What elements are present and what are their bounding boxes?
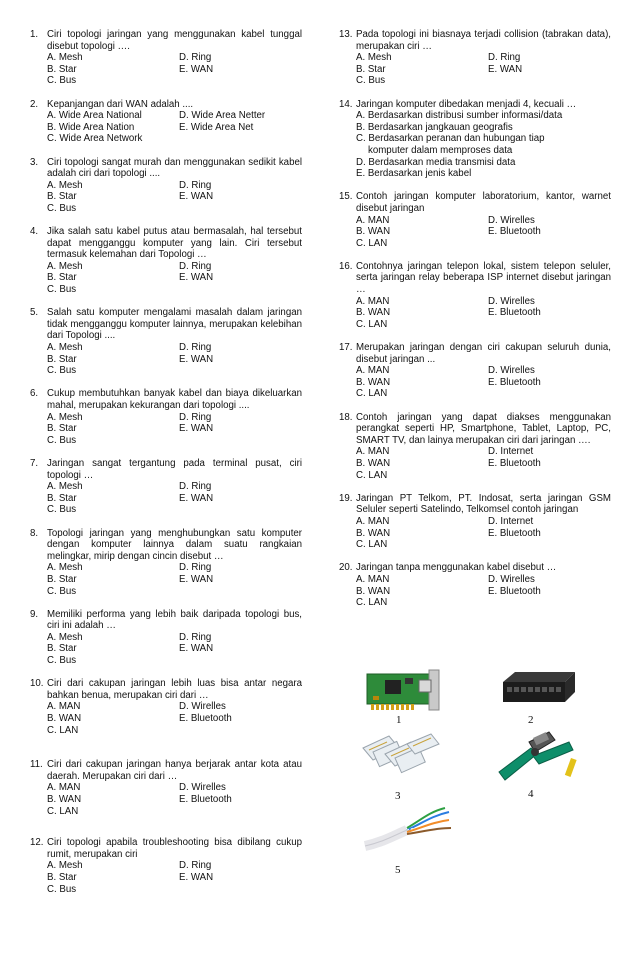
question-text: Memiliki performa yang lebih baik daripada topologi bus, ciri ini adalah …	[47, 608, 302, 632]
question-text: Ciri dari cakupan jaringan hanya berjarak antar kota atau daerah. Merupakan ciri dari …	[47, 759, 302, 782]
answer-option: C. Bus	[47, 883, 77, 895]
question-number: 11.	[30, 759, 43, 771]
answer-option: E. Bluetooth	[488, 226, 541, 238]
question-item	[339, 261, 611, 331]
answer-option: E. Bluetooth	[179, 713, 232, 725]
answer-option: A. Wide Area National	[47, 110, 142, 122]
answer-option: B. WAN	[356, 585, 391, 597]
question-text: Salah satu komputer mengalami masalah dalam jaringan tidak mengganggu komputer lainnya, merupakan kelebihan dari Topologi ....	[47, 307, 302, 342]
answer-option: E. WAN	[179, 191, 214, 203]
answer-option: B. Star	[47, 492, 77, 504]
answer-option: A. Mesh	[356, 52, 392, 64]
answer-option: A. MAN	[47, 701, 81, 713]
answer-option: D. Internet	[488, 515, 534, 527]
question-text: Ciri topologi jaringan yang menggunakan kabel tunggal disebut topologi ….	[47, 29, 302, 52]
question-item	[339, 412, 611, 482]
answer-option: C. LAN	[47, 724, 79, 736]
answer-option: D. Ring	[179, 631, 212, 643]
answer-option: E. Wide Area Net	[179, 121, 254, 133]
question-text: Jika salah satu kabel putus atau bermasalah, hal tersebut dapat mengganggu komputer yang lain. Ciri tersebut termasuk kelemahan dari Topologi …	[47, 226, 302, 261]
switch-hub-icon	[499, 670, 579, 706]
answer-option: D. Ring	[179, 860, 212, 872]
question-text: Contoh jaringan yang dapat diakses menggunakan perangkat seperti HP, Smartphone, Tablet, Laptop, PC, SMART TV, dan lainya merupakan ciri dari jaringan ….	[356, 411, 611, 446]
answer-option: D. Wirelles	[179, 701, 226, 713]
answer-option: D. Wirelles	[179, 782, 226, 794]
left-column	[30, 29, 302, 907]
question-number: 15.	[339, 191, 353, 203]
answer-option: C. LAN	[47, 805, 79, 817]
question-number: 4.	[30, 226, 39, 238]
question-item	[339, 562, 611, 608]
answer-option: B. Star	[47, 573, 77, 585]
answer-option: D. Wirelles	[488, 295, 535, 307]
answer-option: B. Star	[47, 63, 77, 75]
question-text: Jaringan sangat tergantung pada terminal pusat, ciri topologi …	[47, 457, 302, 481]
answer-option: C. Bus	[47, 75, 77, 87]
figure-label-1: 1	[396, 714, 402, 726]
answer-option: A. MAN	[356, 295, 390, 307]
question-text: Ciri dari cakupan jaringan lebih luas bisa antar negara bahkan benua, merupakan ciri dari …	[47, 678, 302, 701]
answer-option: E. Bluetooth	[488, 307, 541, 319]
answer-option: B. Star	[47, 871, 77, 883]
question-item	[30, 678, 302, 736]
answer-option: B. WAN	[356, 527, 391, 539]
question-text: Ciri topologi apabila troubleshooting bisa dibilang cukup rumit, merupakan ciri	[47, 837, 302, 860]
question-text: Jaringan komputer dibedakan menjadi 4, kecuali …	[356, 98, 577, 110]
answer-option: E. Berdasarkan jenis kabel	[356, 168, 472, 180]
question-item	[30, 837, 302, 895]
answer-option: C. LAN	[356, 237, 388, 249]
answer-option: D. Ring	[179, 260, 212, 272]
answer-option: E. WAN	[179, 272, 214, 284]
question-item	[339, 191, 611, 249]
question-text: Jaringan tanpa menggunakan kabel disebut …	[356, 562, 557, 574]
answer-option: B. Berdasarkan jangkauan geografis	[356, 121, 513, 133]
utp-cable-icon	[363, 806, 453, 856]
answer-option: C. LAN	[356, 597, 388, 609]
question-number: 19.	[339, 492, 353, 504]
answer-option: A. Mesh	[47, 631, 83, 643]
question-number: 10.	[30, 678, 44, 690]
answer-option: E. Bluetooth	[488, 585, 541, 597]
question-item	[339, 342, 611, 400]
question-number: 20.	[339, 562, 353, 574]
question-item	[30, 99, 302, 145]
answer-option: D. Wirelles	[488, 365, 535, 377]
answer-option: C. Bus	[47, 434, 77, 446]
answer-option: E. WAN	[179, 353, 214, 365]
figure-label-2: 2	[528, 714, 534, 726]
question-number: 7.	[30, 457, 39, 469]
question-number: 3.	[30, 156, 39, 168]
answer-option: B. Star	[356, 63, 386, 75]
answer-option: D. Ring	[179, 481, 212, 493]
answer-option: A. Berdasarkan distribusi sumber informasi/data	[356, 110, 563, 122]
answer-option: A. MAN	[356, 573, 390, 585]
figure-area	[339, 668, 611, 888]
question-item	[30, 388, 302, 446]
answer-option: C. Bus	[47, 655, 77, 667]
network-card-icon	[363, 668, 447, 716]
question-text: Pada topologi ini biasnaya terjadi collision (tabrakan data), merupakan ciri …	[356, 29, 611, 52]
rj45-connector-icon	[361, 730, 441, 778]
answer-option: A. MAN	[356, 365, 390, 377]
figure-label-5: 5	[395, 864, 401, 876]
answer-option: A. MAN	[356, 515, 390, 527]
figure-label-4: 4	[528, 788, 534, 800]
question-item	[30, 609, 302, 667]
answer-option: C. LAN	[356, 539, 388, 551]
answer-option: E. Bluetooth	[488, 457, 541, 469]
answer-option: E. Bluetooth	[488, 376, 541, 388]
answer-option: B. WAN	[356, 226, 391, 238]
answer-option: A. Mesh	[47, 411, 83, 423]
question-text: Kepanjangan dari WAN adalah ....	[47, 98, 194, 110]
question-number: 18.	[339, 411, 353, 423]
answer-option: D. Ring	[179, 342, 212, 354]
question-item	[30, 528, 302, 598]
answer-option: A. MAN	[47, 782, 81, 794]
question-item	[30, 759, 302, 817]
answer-option: A. Mesh	[47, 342, 83, 354]
crimping-tool-icon	[489, 722, 589, 786]
answer-option: D. Ring	[179, 562, 212, 574]
answer-option: E. WAN	[179, 492, 214, 504]
answer-option: C. Bus	[47, 202, 77, 214]
question-item	[30, 458, 302, 516]
answer-option: B. Star	[47, 191, 77, 203]
figure-label-3: 3	[395, 790, 401, 802]
answer-option: E. WAN	[179, 871, 214, 883]
question-number: 8.	[30, 527, 39, 539]
answer-option: D. Ring	[488, 52, 521, 64]
answer-option: E. Bluetooth	[179, 794, 232, 805]
answer-option: A. Mesh	[47, 562, 83, 574]
question-number: 6.	[30, 388, 39, 400]
answer-option: C. Bus	[356, 75, 386, 87]
answer-option: B. WAN	[47, 794, 82, 805]
answer-option: C. LAN	[356, 469, 388, 481]
question-item	[30, 29, 302, 87]
answer-option: D. Berdasarkan media transmisi data	[356, 156, 516, 168]
question-number: 13.	[339, 29, 353, 40]
question-number: 5.	[30, 307, 39, 319]
right-column	[339, 29, 611, 620]
answer-option: E. WAN	[488, 63, 523, 75]
answer-option: komputer dalam memproses data	[368, 144, 513, 156]
question-text: Contohnya jaringan telepon lokal, sistem telepon seluler, serta jaringan relay beberapa ISP internet disebut jaringan …	[356, 260, 611, 296]
answer-option: E. WAN	[179, 423, 214, 435]
answer-option: D. Wide Area Netter	[179, 110, 266, 122]
question-number: 12.	[30, 837, 44, 849]
answer-option: E. WAN	[179, 643, 214, 655]
answer-option: D. Internet	[488, 446, 534, 458]
question-item	[30, 157, 302, 215]
question-text: Contoh jaringan komputer laboratorium, kantor, warnet disebut jaringan	[356, 191, 611, 214]
answer-option: C. Bus	[47, 504, 77, 516]
answer-option: B. WAN	[47, 713, 82, 725]
answer-option: D. Ring	[179, 52, 212, 64]
answer-option: A. Mesh	[47, 481, 83, 493]
answer-option: A. Mesh	[47, 260, 83, 272]
answer-option: C. Bus	[47, 365, 77, 377]
question-number: 16.	[339, 260, 353, 272]
answer-option: E. WAN	[179, 63, 214, 75]
answer-option: E. Bluetooth	[488, 527, 541, 539]
answer-option: B. Wide Area Nation	[47, 121, 135, 133]
answer-option: B. WAN	[356, 307, 391, 319]
answer-option: C. Bus	[47, 284, 77, 296]
answer-option: A. Mesh	[47, 860, 83, 872]
question-text: Merupakan jaringan dengan ciri cakupan seluruh dunia, disebut jaringan ...	[356, 342, 611, 365]
question-item	[339, 29, 611, 87]
question-text: Jaringan PT Telkom, PT. Indosat, serta jaringan GSM Seluler seperti Satelindo, Telkomsel contoh jaringan	[356, 492, 611, 516]
answer-option: A. Mesh	[47, 52, 83, 64]
question-item	[30, 226, 302, 296]
answer-option: B. Star	[47, 643, 77, 655]
answer-option: A. Mesh	[47, 179, 83, 191]
question-number: 9.	[30, 608, 39, 620]
answer-option: C. LAN	[356, 318, 388, 330]
answer-option: C. Berdasarkan peranan dan hubungan tiap	[356, 133, 545, 145]
answer-option: B. Star	[47, 353, 77, 365]
question-item	[339, 493, 611, 551]
answer-option: D. Ring	[179, 411, 212, 423]
answer-option: B. Star	[47, 272, 77, 284]
answer-option: B. WAN	[356, 457, 391, 469]
answer-option: D. Ring	[179, 179, 212, 191]
answer-option: C. Bus	[47, 585, 77, 597]
answer-option: A. MAN	[356, 214, 390, 226]
answer-option: A. MAN	[356, 446, 390, 458]
question-item	[30, 307, 302, 377]
answer-option: C. Wide Area Network	[47, 133, 143, 145]
question-number: 1.	[30, 29, 39, 40]
question-text: Cukup membutuhkan banyak kabel dan biaya dikeluarkan mahal, merupakan kekurangan dari topologi ....	[47, 388, 302, 411]
answer-option: E. WAN	[179, 573, 214, 585]
question-number: 2.	[30, 98, 39, 110]
question-text: Ciri topologi sangat murah dan menggunakan sedikit kabel adalah ciri dari topologi ....	[47, 156, 302, 180]
answer-option: D. Wirelles	[488, 214, 535, 226]
question-text: Topologi jaringan yang menghubungkan satu komputer dengan komputer lainnya dalam suatu rangkaian melingkar, mirip dengan cincin disebut …	[47, 527, 302, 562]
question-number: 14.	[339, 98, 353, 110]
answer-option: C. LAN	[356, 388, 388, 400]
answer-option: B. Star	[47, 423, 77, 435]
answer-option: B. WAN	[356, 376, 391, 388]
question-number: 17.	[339, 342, 353, 354]
question-item	[339, 99, 611, 180]
answer-option: D. Wirelles	[488, 573, 535, 585]
